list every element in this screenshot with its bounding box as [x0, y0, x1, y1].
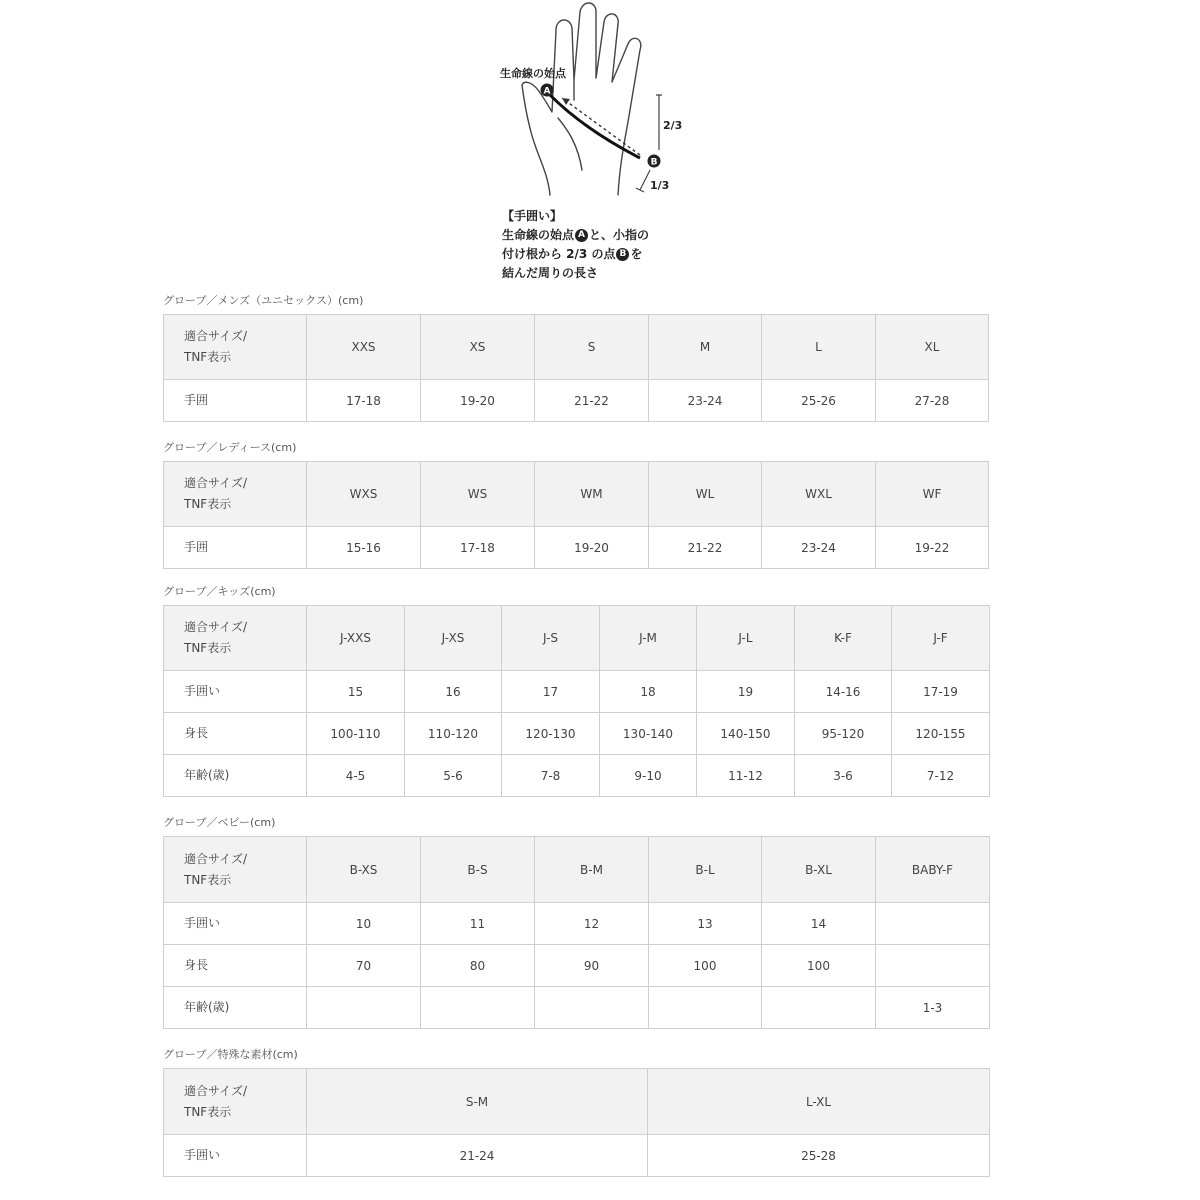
value-cell: 70 [307, 945, 421, 987]
size-cell: S-M [307, 1069, 648, 1135]
row-label: 年齢(歳) [164, 755, 307, 797]
header-label: 適合サイズ/ TNF表示 [164, 1069, 307, 1135]
value-cell: 17 [502, 671, 600, 713]
svg-text:A: A [543, 86, 551, 97]
size-cell: B-XL [762, 837, 876, 903]
size-cell: XS [421, 315, 535, 380]
size-cell: L-XL [648, 1069, 990, 1135]
value-cell: 3-6 [795, 755, 892, 797]
value-cell [876, 903, 990, 945]
value-cell [762, 987, 876, 1029]
ladies-size-table [163, 461, 989, 569]
point-a-icon: A [575, 229, 588, 242]
value-cell: 16 [405, 671, 502, 713]
value-cell: 9-10 [600, 755, 697, 797]
size-cell: B-L [649, 837, 762, 903]
value-cell: 11-12 [697, 755, 795, 797]
size-cell: J-S [502, 606, 600, 671]
row-label: 手囲 [164, 527, 307, 569]
value-cell: 110-120 [405, 713, 502, 755]
row-label: 手囲い [164, 1135, 307, 1177]
size-cell: J-F [892, 606, 990, 671]
header-label: 適合サイズ/ TNF表示 [164, 462, 307, 527]
value-cell: 15 [307, 671, 405, 713]
value-cell: 80 [421, 945, 535, 987]
value-cell [421, 987, 535, 1029]
value-cell: 21-24 [307, 1135, 648, 1177]
value-cell: 25-26 [762, 380, 876, 422]
size-cell: K-F [795, 606, 892, 671]
value-cell: 14-16 [795, 671, 892, 713]
one-third-label: 1/3 [650, 179, 670, 192]
value-cell: 5-6 [405, 755, 502, 797]
value-cell: 15-16 [307, 527, 421, 569]
value-cell: 21-22 [535, 380, 649, 422]
baby-size-table [163, 836, 990, 1029]
row-label: 身長 [164, 713, 307, 755]
caption-line-3: 結んだ周りの長さ [502, 266, 599, 280]
value-cell: 130-140 [600, 713, 697, 755]
size-cell: XL [876, 315, 989, 380]
baby-section-title: グローブ／ベビー(cm) [163, 816, 276, 829]
value-cell: 100 [649, 945, 762, 987]
size-cell: L [762, 315, 876, 380]
size-cell: WL [649, 462, 762, 527]
value-cell: 17-18 [421, 527, 535, 569]
value-cell: 100-110 [307, 713, 405, 755]
value-cell: 25-28 [648, 1135, 990, 1177]
hand-measurement-diagram [490, 0, 710, 290]
value-cell [649, 987, 762, 1029]
size-cell: WXS [307, 462, 421, 527]
header-label: 適合サイズ/ TNF表示 [164, 837, 307, 903]
point-b-icon: B [616, 248, 629, 261]
value-cell [307, 987, 421, 1029]
kids-section-title: グローブ／キッズ(cm) [163, 585, 276, 598]
size-cell: J-XS [405, 606, 502, 671]
size-cell: BABY-F [876, 837, 990, 903]
special-section-title: グローブ／特殊な素材(cm) [163, 1048, 298, 1061]
size-cell: S [535, 315, 649, 380]
size-cell: WM [535, 462, 649, 527]
value-cell: 120-130 [502, 713, 600, 755]
value-cell: 120-155 [892, 713, 990, 755]
mens-size-table [163, 314, 989, 422]
size-cell: WS [421, 462, 535, 527]
row-label: 手囲 [164, 380, 307, 422]
value-cell: 12 [535, 903, 649, 945]
header-label: 適合サイズ/ TNF表示 [164, 315, 307, 380]
row-label: 身長 [164, 945, 307, 987]
size-cell: J-L [697, 606, 795, 671]
value-cell [876, 945, 990, 987]
value-cell: 19-20 [535, 527, 649, 569]
svg-text:B: B [650, 157, 658, 168]
size-cell: XXS [307, 315, 421, 380]
size-cell: M [649, 315, 762, 380]
value-cell: 95-120 [795, 713, 892, 755]
size-cell: B-M [535, 837, 649, 903]
value-cell: 19 [697, 671, 795, 713]
value-cell: 10 [307, 903, 421, 945]
size-cell: WF [876, 462, 989, 527]
caption-line-2: 付け根から 2/3 の点 B を [502, 247, 643, 261]
value-cell: 21-22 [649, 527, 762, 569]
value-cell: 100 [762, 945, 876, 987]
size-cell: WXL [762, 462, 876, 527]
value-cell: 1-3 [876, 987, 990, 1029]
value-cell: 140-150 [697, 713, 795, 755]
row-label: 年齢(歳) [164, 987, 307, 1029]
value-cell: 19-22 [876, 527, 989, 569]
caption-title: 【手囲い】 [502, 209, 563, 223]
size-cell: B-S [421, 837, 535, 903]
kids-size-table [163, 605, 990, 797]
value-cell: 17-18 [307, 380, 421, 422]
value-cell [535, 987, 649, 1029]
value-cell: 7-8 [502, 755, 600, 797]
size-cell: J-M [600, 606, 697, 671]
value-cell: 17-19 [892, 671, 990, 713]
special-size-table [163, 1068, 990, 1177]
value-cell: 14 [762, 903, 876, 945]
value-cell: 19-20 [421, 380, 535, 422]
size-cell: B-XS [307, 837, 421, 903]
size-cell: J-XXS [307, 606, 405, 671]
value-cell: 7-12 [892, 755, 990, 797]
value-cell: 90 [535, 945, 649, 987]
value-cell: 18 [600, 671, 697, 713]
measurement-caption [502, 207, 702, 283]
mens-section-title: グローブ／メンズ（ユニセックス）(cm) [163, 294, 364, 307]
life-line-start-label: 生命線の始点 [500, 67, 566, 80]
value-cell: 13 [649, 903, 762, 945]
ladies-section-title: グローブ／レディース(cm) [163, 441, 297, 454]
value-cell: 4-5 [307, 755, 405, 797]
row-label: 手囲い [164, 671, 307, 713]
value-cell: 11 [421, 903, 535, 945]
header-label: 適合サイズ/ TNF表示 [164, 606, 307, 671]
hand-outline-icon [490, 0, 710, 200]
value-cell: 23-24 [762, 527, 876, 569]
caption-line-1: 生命線の始点 A と、小指の [502, 228, 650, 242]
value-cell: 27-28 [876, 380, 989, 422]
row-label: 手囲い [164, 903, 307, 945]
two-thirds-label: 2/3 [663, 119, 683, 132]
value-cell: 23-24 [649, 380, 762, 422]
